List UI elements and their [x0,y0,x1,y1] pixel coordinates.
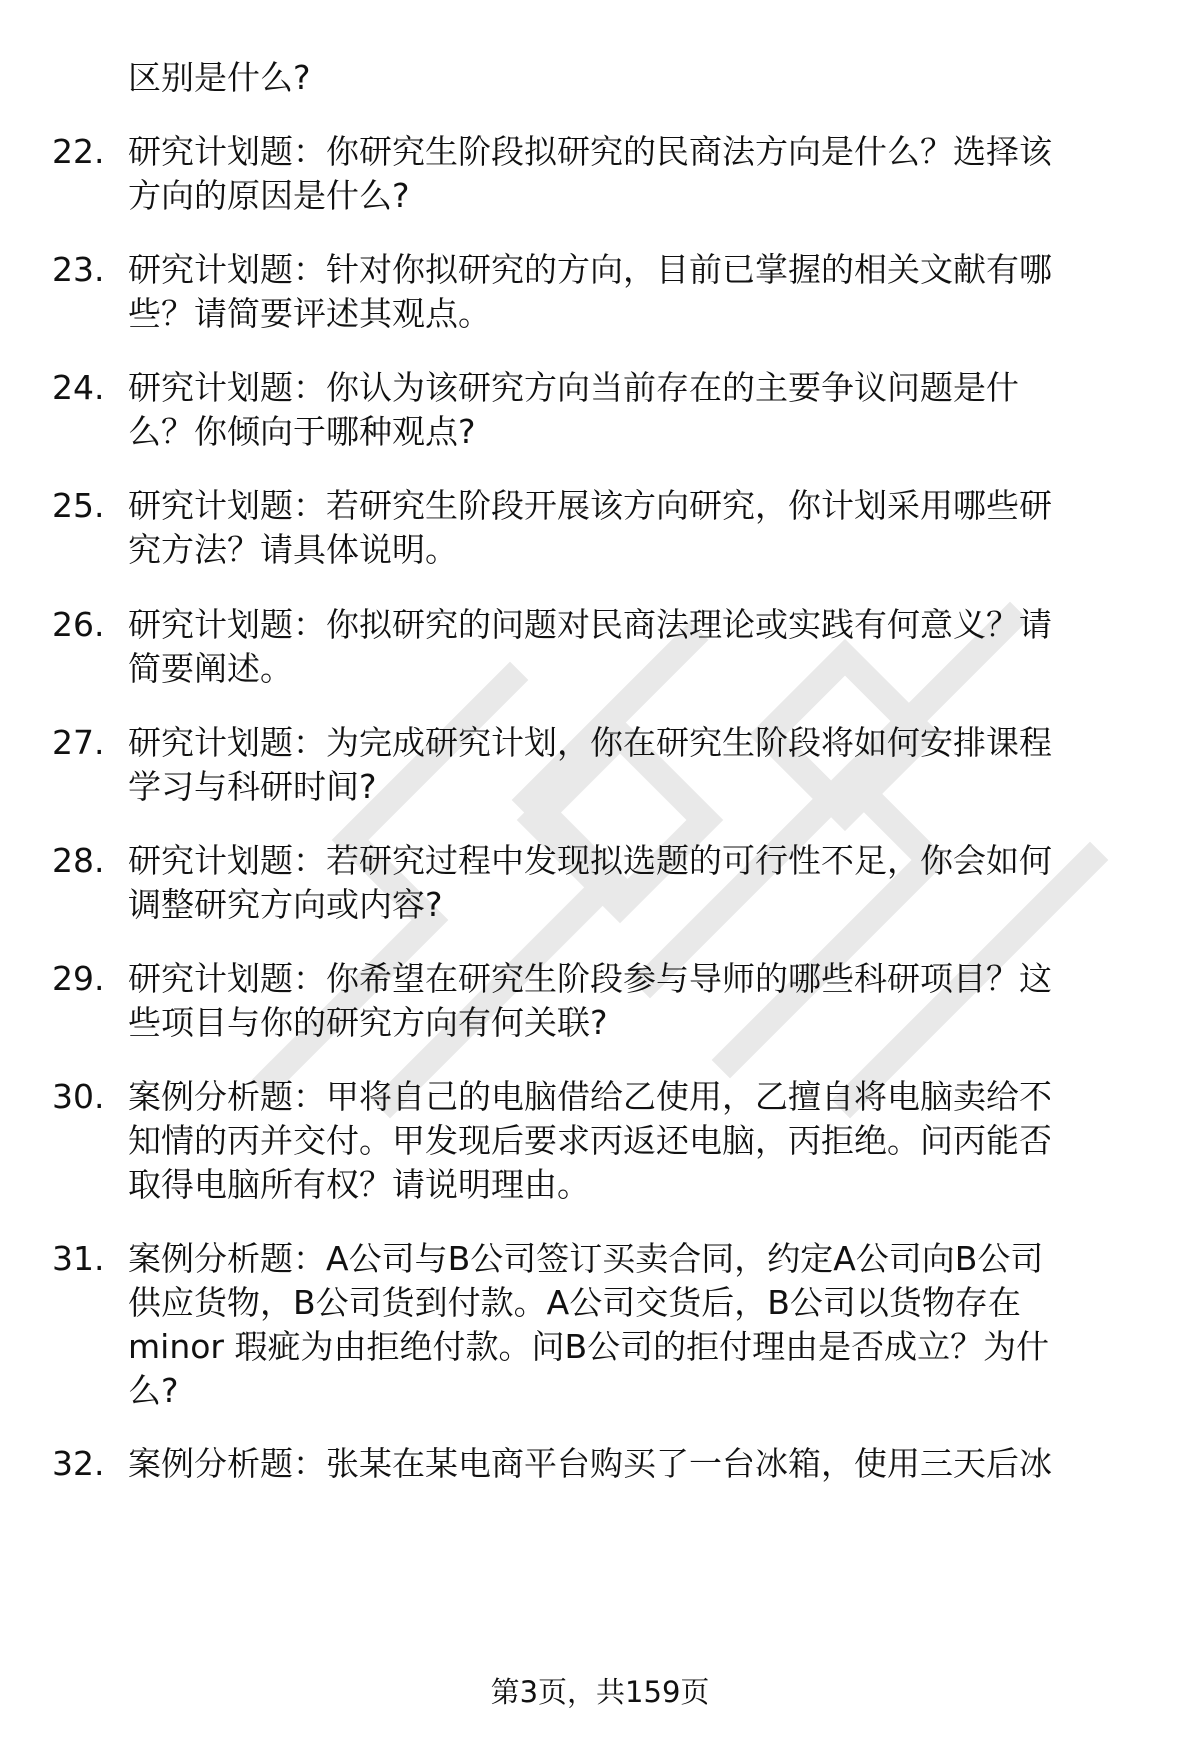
question-text-line: 研究计划题：为完成研究计划，你在研究生阶段将如何安排课程 [128,723,1052,762]
question-text-line: 研究计划题：你认为该研究方向当前存在的主要争议问题是什 [128,368,1019,407]
question-text-line: 研究计划题：若研究生阶段开展该方向研究，你计划采用哪些研 [128,486,1052,525]
question-number: 30. [52,1077,105,1116]
question-text-line: 供应货物，B公司货到付款。A公司交货后，B公司以货物存在 [128,1283,1021,1322]
question-text-line: 么？你倾向于哪种观点? [128,412,476,451]
question-text-line: 案例分析题：张某在某电商平台购买了一台冰箱，使用三天后冰 [128,1444,1052,1483]
question-text-line: 学习与科研时间? [128,767,377,806]
question-text-line: 取得电脑所有权？请说明理由。 [128,1165,590,1204]
question-text-line: 研究计划题：你研究生阶段拟研究的民商法方向是什么？选择该 [128,132,1052,171]
question-text-line: 简要阐述。 [128,649,293,688]
question-number: 31. [52,1239,105,1278]
question-text-line: 些？请简要评述其观点。 [128,294,491,333]
question-number: 22. [52,132,105,171]
question-text-line: 究方法？请具体说明。 [128,530,458,569]
question-text-line: 调整研究方向或内容? [128,885,443,924]
question-number: 23. [52,250,105,289]
question-number: 29. [52,959,105,998]
question-text-line: 方向的原因是什么? [128,176,410,215]
question-number: 25. [52,486,105,525]
question-text-line: 知情的丙并交付。甲发现后要求丙返还电脑，丙拒绝。问丙能否 [128,1121,1052,1160]
page-number-footer: 第3页，共159页 [490,1675,710,1709]
continued-text-line: 区别是什么? [128,58,311,97]
question-text-line: 案例分析题：甲将自己的电脑借给乙使用，乙擅自将电脑卖给不 [128,1077,1052,1116]
question-number: 28. [52,841,105,880]
question-number: 26. [52,605,105,644]
question-text-line: 研究计划题：你拟研究的问题对民商法理论或实践有何意义？请 [128,605,1052,644]
question-text-line: 些项目与你的研究方向有何关联? [128,1003,608,1042]
question-number: 27. [52,723,105,762]
question-text-line: 案例分析题：A公司与B公司签订买卖合同，约定A公司向B公司 [128,1239,1044,1278]
question-text-line: 研究计划题：针对你拟研究的方向，目前已掌握的相关文献有哪 [128,250,1052,289]
question-number: 32. [52,1444,105,1483]
question-text-line: 么? [128,1371,179,1410]
question-number: 24. [52,368,105,407]
question-text-line: minor 瑕疵为由拒绝付款。问B公司的拒付理由是否成立？为什 [128,1327,1050,1366]
question-text-line: 研究计划题：你希望在研究生阶段参与导师的哪些科研项目？这 [128,959,1052,998]
question-text-line: 研究计划题：若研究过程中发现拟选题的可行性不足，你会如何 [128,841,1052,880]
